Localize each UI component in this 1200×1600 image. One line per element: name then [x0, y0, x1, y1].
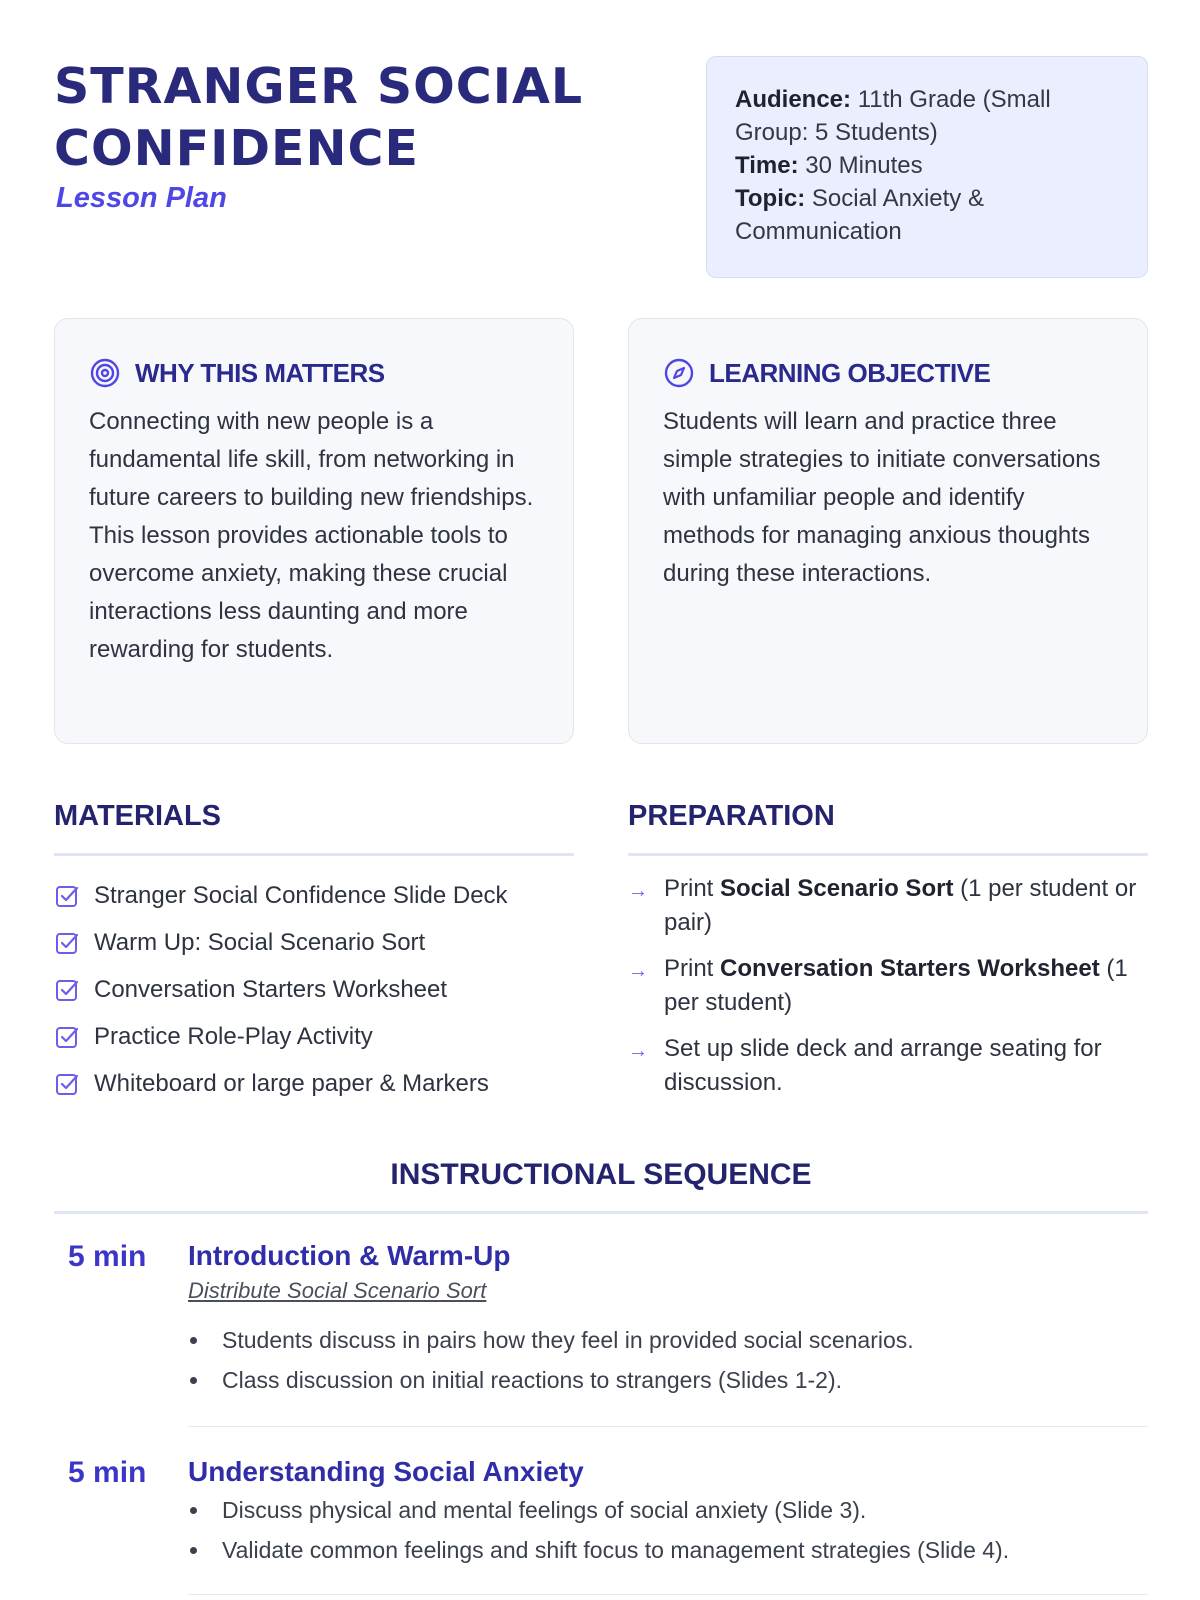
step-body [188, 1456, 1148, 1570]
arrow-right-icon: → [628, 1040, 648, 1062]
meta-value: Social Anxiety & Communication [735, 185, 984, 245]
page-title: STRANGER SOCIAL CONFIDENCE [54, 58, 584, 177]
arrow-right-icon: → [628, 880, 648, 902]
preparation-list [628, 872, 1158, 1112]
step-body [188, 1240, 1148, 1400]
learning-objective-card [628, 318, 1148, 744]
list-item [54, 872, 594, 919]
step-title: Understanding Social Anxiety [188, 1456, 584, 1487]
bullet-item: Discuss physical and mental feelings of social anxiety (Slide 3). [188, 1490, 1148, 1530]
bullet-item: Students discuss in pairs how they feel in provided social scenarios. [188, 1320, 1148, 1360]
list-item [54, 1013, 594, 1060]
preparation-heading: PREPARATION [628, 800, 1148, 856]
meta-label: Time: [735, 152, 799, 179]
divider [188, 1594, 1148, 1595]
checkbox-icon [54, 977, 80, 1003]
list-item [628, 872, 1158, 940]
prep-text [664, 1032, 1158, 1100]
prep-text-pre: Set up slide deck and arrange seating for discussion. [664, 1035, 1102, 1096]
material-label: Stranger Social Confidence Slide Deck [94, 881, 508, 909]
checkbox-icon [54, 1024, 80, 1050]
list-item [628, 952, 1158, 1020]
step-time: 5 min [68, 1240, 147, 1273]
step-bullets [188, 1320, 1148, 1400]
sequence-heading: INSTRUCTIONAL SEQUENCE [54, 1158, 1148, 1214]
meta-value: 30 Minutes [805, 152, 923, 179]
lesson-meta-box [706, 56, 1148, 278]
material-label: Warm Up: Social Scenario Sort [94, 928, 426, 956]
meta-time [735, 149, 1119, 182]
arrow-right-icon: → [628, 960, 648, 982]
prep-text-bold: Conversation Starters Worksheet [720, 955, 1100, 982]
meta-value: 11th Grade (Small Group: 5 Students) [735, 86, 1051, 146]
meta-topic [735, 182, 1119, 248]
prep-text-pre: Print [664, 875, 721, 902]
materials-heading: MATERIALS [54, 800, 574, 856]
list-item [54, 1060, 594, 1107]
checkbox-icon [54, 883, 80, 909]
prep-text-pre: Print [664, 955, 721, 982]
meta-label: Topic: [735, 185, 806, 212]
divider [188, 1426, 1148, 1427]
bullet-item: Class discussion on initial reactions to strangers (Slides 1-2). [188, 1360, 1148, 1400]
prep-text-post: (1 per student or pair) [664, 875, 1137, 936]
prep-text-bold: Social Scenario Sort [720, 875, 954, 902]
list-item [54, 966, 594, 1013]
target-icon [89, 357, 121, 389]
meta-audience [735, 83, 1119, 149]
meta-label: Audience: [735, 86, 852, 113]
why-this-matters-card [54, 318, 574, 744]
card-body: Connecting with new people is a fundamental life skill, from networking in future careers to building new friendships. This lesson provides actionable tools to overcome anxiety, making these crucial interactions less daunting and more rewarding for students. [89, 408, 534, 663]
material-label: Practice Role-Play Activity [94, 1022, 373, 1050]
checkbox-icon [54, 930, 80, 956]
checkbox-icon [54, 1071, 80, 1097]
step-note: Distribute Social Scenario Sort [188, 1278, 487, 1303]
header [54, 56, 1148, 286]
prep-text [664, 952, 1158, 1020]
list-item [54, 919, 594, 966]
prep-text-post: (1 per student) [664, 955, 1128, 1016]
card-body: Students will learn and practice three simple strategies to initiate conversations with unfamiliar people and identify methods for managing anxious thoughts during these interactions. [663, 408, 1101, 587]
list-item [628, 1032, 1158, 1100]
prep-text [664, 872, 1158, 940]
card-header [89, 353, 539, 393]
material-label: Whiteboard or large paper & Markers [94, 1069, 489, 1097]
card-header [663, 353, 1113, 393]
card-title: LEARNING OBJECTIVE [709, 357, 991, 388]
compass-icon [663, 357, 695, 389]
bullet-item: Validate common feelings and shift focus to management strategies (Slide 4). [188, 1530, 1148, 1570]
material-label: Conversation Starters Worksheet [94, 975, 448, 1003]
step-time: 5 min [68, 1456, 147, 1489]
step-title: Introduction & Warm-Up [188, 1240, 511, 1271]
card-title: WHY THIS MATTERS [135, 357, 385, 388]
materials-list [54, 872, 594, 1107]
page-subtitle: Lesson Plan [56, 182, 227, 214]
step-bullets [188, 1490, 1148, 1570]
